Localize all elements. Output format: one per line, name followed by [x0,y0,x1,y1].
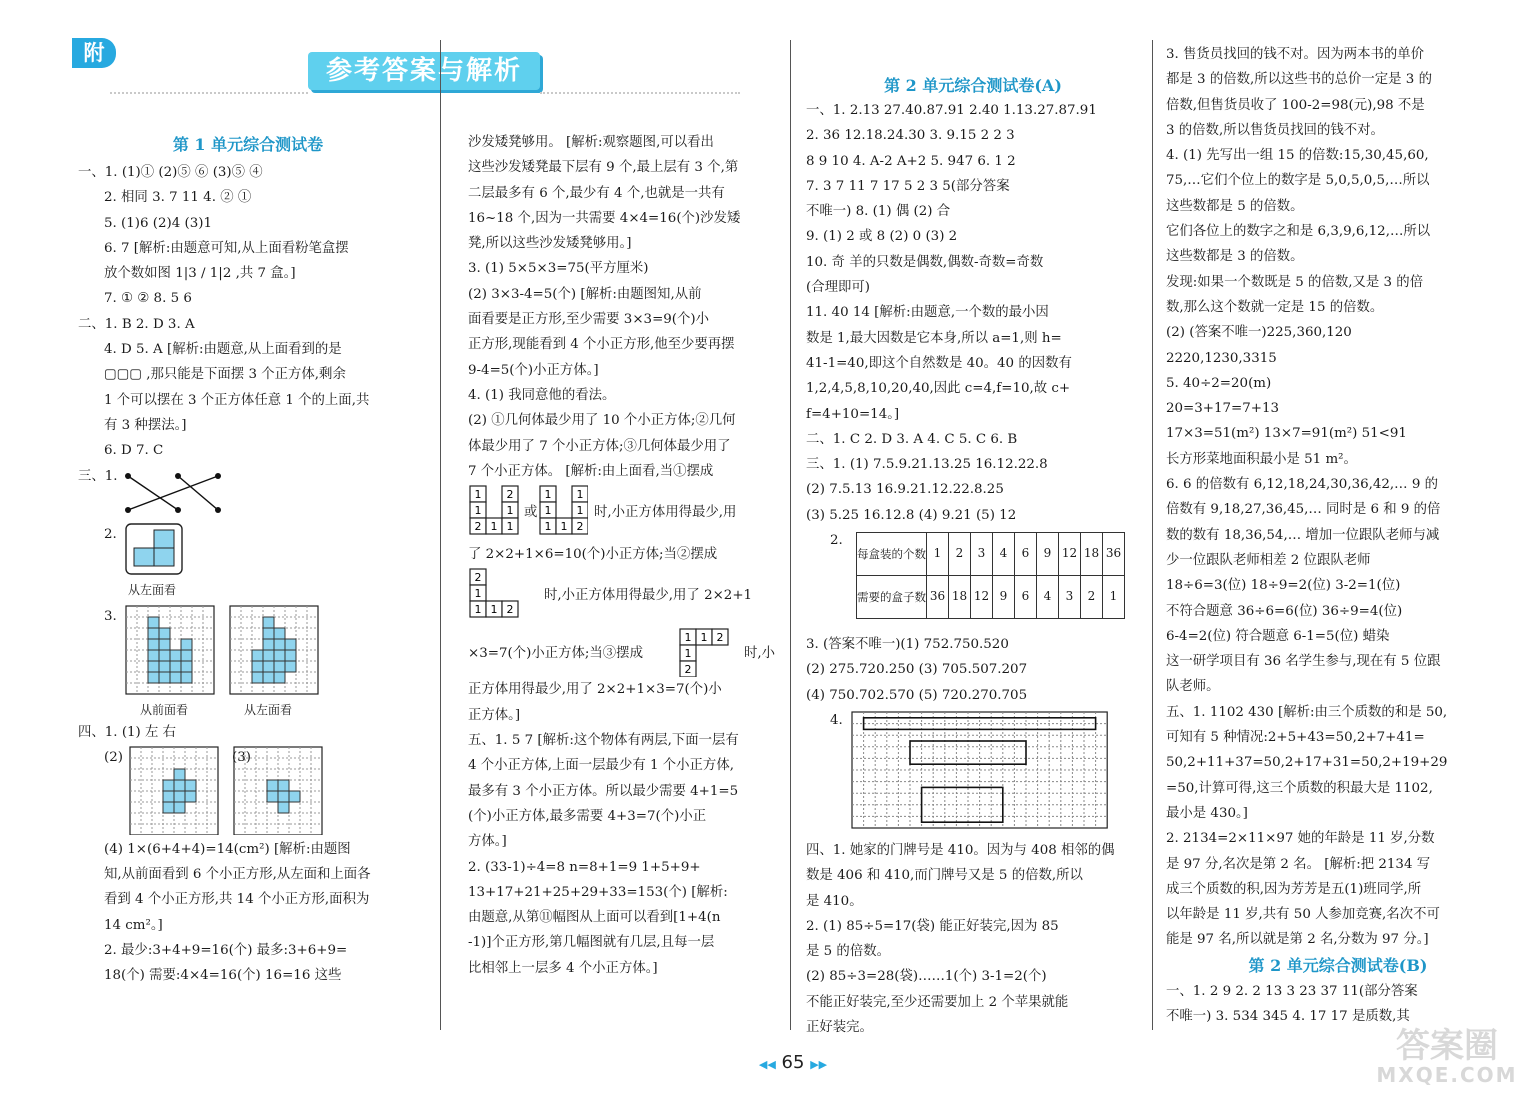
table-cell: 9 [1037,533,1059,576]
dotted-grid [230,606,318,694]
text-line: 不唯一) 3. 534 345 4. 17 17 是质数,其 [1166,1008,1410,1024]
text-line: 是 97 分,名次是第 2 名。 [解析:把 2134 写 [1166,856,1431,872]
text-line: (3) 5.25 16.12.8 (4) 9.21 (5) 12 [806,507,1017,523]
dotted-grid [126,606,214,694]
text-line: 4. (1) 先写出一组 15 的倍数:15,30,45,60, [1166,148,1429,164]
filled-cell [274,672,285,683]
text-line: 18÷6=3(位) 18÷9=2(位) 3-2=1(位) [1166,578,1401,594]
text-line: 3 的倍数,所以售货员找回的钱不对。 [1166,122,1384,138]
text-line: 2. 相同 3. 7 11 4. ② ① [104,190,252,206]
block-count: 2 [506,603,514,617]
filled-cell [285,661,296,672]
table-cell: 36 [927,576,949,619]
table-cell: 2 [1081,576,1103,619]
filled-cell [163,802,174,813]
text-line: 11. 40 14 [解析:由题意,一个数的最小因 [806,305,1049,321]
text-line: 50,2+11+37=50,2+17+31=50,2+19+29 [1166,755,1448,771]
text-line: (2) (答案不唯一)225,360,120 [1166,325,1352,341]
table-cell: 12 [971,576,993,619]
text-line: 队老师。 [1166,679,1220,695]
text-line: 3. (1) 5×5×3=75(平方厘米) [468,261,649,277]
block-count: 1 [490,603,498,617]
text-line: 了 2×2+1×6=10(个)小正方体;当②摆成 [468,547,718,563]
text-fragment: 或 [524,505,538,521]
text-line: 2. 2134=2×11×97 她的年龄是 11 岁,分数 [1166,831,1435,847]
filled-cell [252,672,263,683]
text-line: 8 9 10 4. A-2 A+2 5. 947 6. 1 2 [806,153,1016,169]
filled-cell [174,780,185,791]
filled-cell [285,650,296,661]
text-fragment: ×3=7(个)小正方体;当③摆成 [468,646,643,662]
text-line: 9-4=5(个)小正方体。] [468,362,599,378]
filled-cell [181,639,192,650]
filled-cell [181,661,192,672]
text-line: 以年龄是 11 岁,共有 50 人参加竞赛,名次不可 [1166,907,1440,923]
grid-answers-figure [78,745,418,837]
factor-table [856,532,1125,619]
block-count: 1 [560,520,568,534]
text-line: 2220,1230,3315 [1166,350,1277,366]
text-line: 一、1. (1)① (2)⑤ ⑥ (3)⑤ ④ [78,165,263,180]
question-label: (3) [232,749,251,765]
text-line: 倍数有 9,18,27,36,45,… 同时是 6 和 9 的倍 [1166,502,1441,518]
text-line: 凳,所以这些沙发矮凳够用。] [468,236,632,252]
block-count: 1 [474,603,482,617]
text-line: (个)小正方体,最多需要 4+3=7(个)小正 [468,808,707,824]
text-line: 3. 售货员找回的钱不对。因为两本书的单价 [1166,47,1425,62]
text-line: 这些沙发矮凳最下层有 9 个,最上层有 3 个,第 [468,160,739,176]
text-line: 2. (1) 85÷5=17(袋) 能正好装完,因为 85 [806,918,1059,934]
filled-cell [274,628,285,639]
watermark-logo [1372,1028,1522,1098]
filled-cell [263,639,274,650]
filled-cell [267,780,278,791]
text-line: (4) 750.702.570 (5) 720.270.705 [806,687,1028,703]
text-line: 一、1. 2 9 2. 2 13 3 23 37 11(部分答案 [1166,983,1418,999]
text-line: 14 cm²。] [104,917,163,933]
table-cell: 6 [1015,533,1037,576]
table-row-header: 需要的盒子数 [857,576,927,619]
section-heading: 第 2 单元综合测试卷(A) [884,76,1062,95]
block-count: 1 [544,504,552,518]
text-line: 18(个) 需要:4×4=16(个) 16=16 这些 [104,968,342,984]
block-count: 1 [700,631,708,645]
text-line: 4. (1) 我同意他的看法。 [468,387,616,403]
text-fragment: 时,小正方体用得最少,用了 2×2+1 [544,588,753,604]
text-line: 都是 3 的倍数,所以这些书的总价一定是 3 的 [1166,72,1432,88]
text-line: 16~18 个,因为一共需要 4×4=16(个)沙发矮 [468,210,741,226]
filled-cell [278,802,289,813]
text-line: (2) 7.5.13 16.9.21.12.22.8.25 [806,482,1004,498]
left-view-drawing [124,522,186,578]
watermark-url: MXQE.COM [1376,1063,1518,1087]
table-row-header: 每盒装的个数 [857,533,927,576]
question-label: (2) [104,749,123,765]
block-figure-3 [678,627,738,677]
filled-cell [263,628,274,639]
text-line: 放个数如图 1|3 / 1|2 ,共 7 盒。] [104,266,296,282]
text-line: 这些数都是 5 的倍数。 [1166,198,1304,214]
text-fragment: 时,小正方体用得最少,用 [594,505,737,521]
filled-cell [263,672,274,683]
text-line: 由题意,从第⑪幅图从上面可以看到[1+4(n [468,910,721,926]
figure-line-1 [468,484,778,542]
block-count: 1 [576,504,584,518]
text-line: 75,…它们个位上的数字是 5,0,5,0,5,…所以 [1166,173,1430,189]
text-line: 5. (1)6 (2)4 (3)1 [104,215,213,231]
text-line: f=4+10=14。] [806,406,900,422]
filled-cell [148,628,159,639]
filled-cell [174,791,185,802]
filled-cell [289,791,300,802]
table-cell: 12 [1059,533,1081,576]
filled-cell [170,650,181,661]
matching-figure [78,464,418,522]
filled-cell [185,791,196,802]
text-line: 数是 1,最大因数是它本身,所以 a=1,则 h= [806,330,1062,346]
table-cell: 3 [1059,576,1081,619]
text-line: 6. 7 [解析:由题意可知,从上面看粉笔盒摆 [104,240,349,256]
filled-cell [163,791,174,802]
text-line: 发现:如果一个数既是 5 的倍数,又是 3 的倍 [1166,274,1424,290]
prev-arrow-icon: ◀◀ [758,1058,776,1071]
text-line: 10. 奇 羊的只数是偶数,偶数-奇数=奇数 [806,254,1044,270]
filled-cell [159,661,170,672]
section-heading: 第 1 单元综合测试卷 [172,135,324,154]
text-line: 能是 97 名,所以就是第 2 名,分数为 97 分。] [1166,932,1429,948]
filled-cell [263,661,274,672]
text-line: 知,从前面看到 6 个小正方形,从左面和上面各 [104,867,371,883]
text-line: 6. D 7. C [104,443,164,459]
column-3 [806,74,1140,1040]
filled-cell [148,650,159,661]
filled-cell [148,617,159,628]
text-line: 1,2,4,5,8,10,20,40,因此 c=4,f=10,故 c+ [806,381,1071,397]
text-line: 最多有 3 个小正方体。所以最少需要 4+1=5 [468,783,739,799]
text-line: 二、1. B 2. D 3. A [78,316,195,332]
question-label: 2. [830,533,843,549]
text-line: 20=3+17=7+13 [1166,401,1280,417]
text-line: 是 410。 [806,893,863,909]
text-line: 5. 40÷2=20(m) [1166,375,1272,391]
table-cell: 3 [971,533,993,576]
text-line: 2. 最少:3+4+9=16(个) 最多:3+6+9= [104,943,348,959]
text-line: 倍数,但售货员收了 100-2=98(元),98 不是 [1166,97,1425,113]
text-line: 体最少用了 7 个小正方体;③几何体最少用了 [468,438,731,454]
filled-cell [274,661,285,672]
table-cell: 4 [1037,576,1059,619]
page-banner: 参考答案与解析 [308,52,540,90]
block-top-view [470,569,518,617]
text-line: 二、1. C 2. D 3. A 4. C 5. C 6. B [806,431,1018,447]
block-count: 2 [684,663,692,677]
question-label: 3. [104,608,117,624]
text-line: 正方体。] [468,707,521,723]
block-count: 1 [474,488,482,502]
block-count: 2 [716,631,724,645]
grid-drawing-block [806,708,1140,838]
column-divider [1152,40,1153,1030]
text-line: 成三个质数的积,因为芳芳是五(1)班同学,所 [1166,881,1422,897]
watermark-text: 答案圈 [1396,1026,1498,1066]
column-1 [78,130,418,989]
text-fragment: 时,小 [744,646,776,662]
rect-grid [852,712,1107,828]
table-cell: 6 [1015,576,1037,619]
page-number [748,1052,838,1073]
column-2 [468,130,778,981]
text-line: (2) 3×3-4=5(个) [解析:由题图知,从前 [468,286,702,302]
text-line: 2. 36 12.18.24.30 3. 9.15 2 2 3 [806,128,1015,144]
text-line: 四、1. 她家的门牌号是 410。因为与 408 相邻的偶 [806,842,1115,858]
text-line: 一、1. 2.13 27.40.87.91 2.40 1.13.27.87.91 [806,103,1097,118]
text-line: 2. (33-1)÷4=8 n=8+1=9 1+5+9+ [468,859,701,875]
column-4 [1166,42,1510,1029]
text-line: 二层最多有 6 个,最少有 4 个,也就是一共有 [468,185,725,201]
text-line: 13+17+21+25+29+33=153(个) [解析: [468,884,728,900]
table-cell: 4 [993,533,1015,576]
text-line: 这些数都是 3 的倍数。 [1166,249,1304,265]
filled-cell [278,780,289,791]
text-line: 五、1. 5 7 [解析:这个物体有两层,下面一层有 [468,733,739,749]
block-top-view [680,629,728,677]
table-block [806,528,1140,632]
filled-cell [252,661,263,672]
block-count: 1 [576,488,584,502]
text-line: 这一研学项目有 36 名学生参与,现在有 5 位跟 [1166,654,1441,670]
figure-caption: 从前面看 [140,702,189,717]
text-line: (2) 85÷3=28(袋)……1(个) 3-1=2(个) [806,969,1047,985]
filled-cell [159,650,170,661]
text-line: 是 5 的倍数。 [806,944,890,960]
block-count: 2 [474,520,482,534]
text-line: 3. (答案不唯一)(1) 752.750.520 [806,637,1009,653]
text-line: (4) 1×(6+4+4)=14(cm²) [解析:由题图 [104,841,351,857]
filled-cell [148,661,159,672]
block-count: 1 [474,587,482,601]
table-cell: 9 [993,576,1015,619]
text-line: 不符合题意 36÷6=6(位) 36÷9=4(位) [1166,603,1403,619]
text-line: 长方形菜地面积最小是 51 m²。 [1166,451,1357,467]
block-count: 1 [474,504,482,518]
grid-views-drawing [124,604,364,696]
text-line: 少一位跟队老师相差 2 位跟队老师 [1166,552,1371,568]
filled-cell [274,650,285,661]
filled-cell [181,650,192,661]
dotted-rule-right [540,92,740,94]
filled-cell [174,802,185,813]
filled-cell [170,672,181,683]
dotted-grid [130,747,218,835]
filled-cell [148,672,159,683]
text-line: 正方形,现能看到 4 个小正方形,他至少要再摆 [468,337,735,353]
text-line: 正方体用得最少,用了 2×2+1×3=7(个)小 [468,682,722,698]
text-line: 4 个小正方体,上面一层最少有 1 个小正方体, [468,758,734,774]
text-line: 正好装完。 [806,1020,873,1036]
left-view-figure [78,522,418,604]
table-cell: 1 [1103,576,1125,619]
text-line: 数的数有 18,36,54,… 增加一位跟队老师与减 [1166,527,1440,543]
grid-views-figure [78,604,418,720]
filled-cell [174,769,185,780]
text-line: 它们各位上的数字之和是 6,3,9,6,12,…所以 [1166,224,1431,240]
table-cell: 36 [1103,533,1125,576]
filled-cell [278,791,289,802]
figure-caption: 从左面看 [128,582,177,597]
text-line: 数,那么这个数就一定是 15 的倍数。 [1166,299,1384,315]
question-label: 4. [830,712,843,728]
appendix-tag: 附 [72,38,116,68]
text-line: 41-1=40,即这个自然数是 40。40 的因数有 [806,355,1072,371]
text-line: 不唯一) 8. (1) 偶 (2) 合 [806,204,951,220]
text-line: 不能正好装完,至少还需要加上 2 个苹果就能 [806,994,1069,1010]
table-cell: 2 [949,533,971,576]
block-count: 1 [490,520,498,534]
text-line: 6-4=2(位) 符合题意 6-1=5(位) 蜡染 [1166,628,1390,644]
filled-cell [170,661,181,672]
text-line: 7. ① ② 8. 5 6 [104,291,192,307]
table-cell: 18 [1081,533,1103,576]
text-line: (合理即可) [806,280,871,296]
block-figure-2 [468,567,528,623]
figure-line-3 [468,627,778,677]
filled-cell [263,617,274,628]
filled-cell [181,672,192,683]
block-count: 1 [544,520,552,534]
text-line: (2) ①几何体最少用了 10 个小正方体;②几何 [468,413,736,429]
filled-cell [159,628,170,639]
text-line: =50,计算可得,这三个质数的积最大是 1102, [1166,780,1433,796]
block-count: 2 [474,571,482,585]
text-line: 7 个小正方体。 [解析:由上面看,当①摆成 [468,463,714,479]
block-count: 2 [506,488,514,502]
text-line: 7. 3 7 11 7 17 5 2 3 5(部分答案 [806,178,1010,194]
dotted-rule-left [110,92,308,94]
section-heading: 第 2 单元综合测试卷(B) [1248,955,1428,975]
text-line: 有 3 种摆法。] [104,417,187,433]
text-line: 可知有 5 种情况:2+5+43=50,2+7+41= [1166,730,1425,746]
filled-cell [185,780,196,791]
question-label: 2. [104,526,117,542]
matching-lines [118,468,248,518]
text-line: 17×3=51(m²) 13×7=91(m²) 51<91 [1166,426,1407,442]
column-divider [440,40,441,1030]
rectangle-grid-drawing [850,710,1116,834]
figure-caption: 从左面看 [244,702,293,717]
block-count: 1 [684,631,692,645]
filled-cell [163,780,174,791]
figure-line-2 [468,567,778,627]
text-line: 6. 6 的倍数有 6,12,18,24,30,36,42,… 9 的 [1166,477,1438,493]
next-arrow-icon: ▶▶ [810,1058,828,1071]
filled-cell [252,650,263,661]
block-count: 1 [506,504,514,518]
block-count: 1 [506,520,514,534]
block-count: 2 [576,520,584,534]
column-divider [790,40,791,1030]
filled-cell [274,639,285,650]
filled-cell [267,791,278,802]
text-line: 9. (1) 2 或 8 (2) 0 (3) 2 [806,229,958,245]
table-cell: 18 [949,576,971,619]
text-line: 4. D 5. A [解析:由题意,从上面看到的是 [104,342,342,358]
filled-cell [148,639,159,650]
filled-cell [159,639,170,650]
text-line: 三、1. (1) 7.5.9.21.13.25 16.12.22.8 [806,457,1048,473]
text-line: -1)]个正方形,第几幅图就有几层,且每一层 [468,935,715,951]
text-line: 最小是 430。] [1166,805,1248,821]
text-line: ▢▢▢ ,那只能是下面摆 3 个正方体,剩余 [104,367,346,383]
text-line: 四、1. (1) 左 右 [78,724,177,740]
question-label: 三、1. [78,468,118,484]
text-line: 五、1. 1102 430 [解析:由三个质数的和是 50, [1166,704,1448,720]
text-line: (2) 275.720.250 (3) 705.507.207 [806,662,1028,678]
filled-cell [285,639,296,650]
filled-cell [263,650,274,661]
text-line: 方体。] [468,834,507,850]
block-count: 1 [544,488,552,502]
text-line: 数是 406 和 410,而门牌号又是 5 的倍数,所以 [806,868,1083,884]
text-line: 比相邻上一层多 4 个小正方体。] [468,960,658,976]
text-line: 1 个可以摆在 3 个正方体任意 1 个的上面,共 [104,392,370,408]
text-line: 沙发矮凳够用。 [解析:观察题图,可以看出 [468,135,714,150]
text-line: 看到 4 个小正方形,共 14 个小正方形,面积为 [104,892,370,908]
table-cell: 1 [927,533,949,576]
text-line: 面看要是正方形,至少需要 3×3=9(个)小 [468,312,710,328]
block-count: 1 [684,647,692,661]
page-number-text: 65 [781,1052,805,1073]
filled-cell [159,672,170,683]
